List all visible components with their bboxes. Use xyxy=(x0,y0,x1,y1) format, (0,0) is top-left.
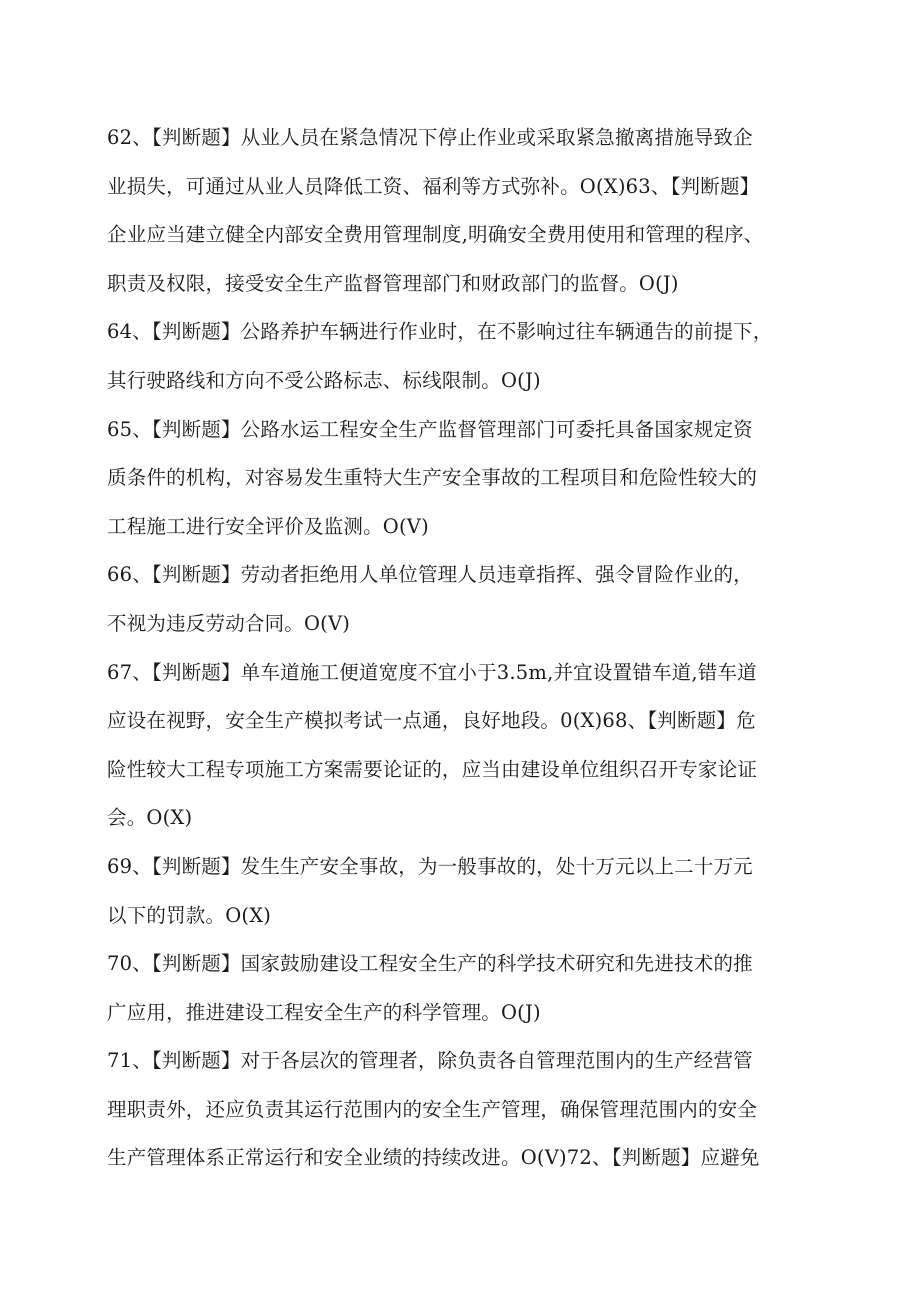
text-line: 应设在视野，安全生产模拟考试一点通，良好地段。0(X)68、【判断题】危 xyxy=(107,709,756,733)
text-line: 69、【判断题】发生生产安全事故，为一般事故的，处十万元以上二十万元 xyxy=(107,854,753,878)
text-line: 会。O(X) xyxy=(107,806,193,830)
text-line: 67、【判断题】单车道施工便道宽度不宜小于3.5m,并宜设置错车道,错车道 xyxy=(107,660,757,684)
text-line: 质条件的机构，对容易发生重特大生产安全事故的工程项目和危险性较大的 xyxy=(107,466,758,490)
text-line: 71、【判断题】对于各层次的管理者，除负责各自管理范围内的生产经营管 xyxy=(107,1049,753,1073)
text-line: 工程施工进行安全评价及监测。O(V) xyxy=(107,514,429,538)
document-body xyxy=(107,114,807,1183)
text-line: 理职责外，还应负责其运行范围内的安全生产管理，确保管理范围内的安全 xyxy=(107,1097,758,1121)
text-line: 以下的罚款。O(X) xyxy=(107,903,272,927)
text-line: 70、【判断题】国家鼓励建设工程安全生产的科学技术研究和先进技术的推 xyxy=(107,952,753,976)
text-line: 不视为违反劳动合同。O(V) xyxy=(107,611,351,635)
text-line: 64、【判断题】公路养护车辆进行作业时，在不影响过往车辆通告的前提下， xyxy=(107,320,773,344)
text-line: 业损失，可通过从业人员降低工资、福利等方式弥补。O(X)63、【判断题】 xyxy=(107,174,760,198)
text-line: 广应用，推进建设工程安全生产的科学管理。O(J) xyxy=(107,1000,541,1024)
text-line: 生产管理体系正常运行和安全业绩的持续改进。O(V)72、【判断题】应避免 xyxy=(107,1146,760,1170)
text-line: 职责及权限，接受安全生产监督管理部门和财政部门的监督。O(J) xyxy=(107,271,679,295)
text-line: 其行驶路线和方向不受公路标志、标线限制。O(J) xyxy=(107,368,541,392)
text-line: 65、【判断题】公路水运工程安全生产监督管理部门可委托具备国家规定资 xyxy=(107,417,753,441)
text-line: 62、【判断题】从业人员在紧急情况下停止作业或采取紧急撤离措施导致企 xyxy=(107,126,753,149)
text-line: 企业应当建立健全内部安全费用管理制度,明确安全费用使用和管理的程序、 xyxy=(107,223,764,247)
text-line: 险性较大工程专项施工方案需要论证的，应当由建设单位组织召开专家论证 xyxy=(107,757,758,781)
text-line: 66、【判断题】劳动者拒绝用人单位管理人员违章指挥、强令冒险作业的， xyxy=(107,563,753,587)
